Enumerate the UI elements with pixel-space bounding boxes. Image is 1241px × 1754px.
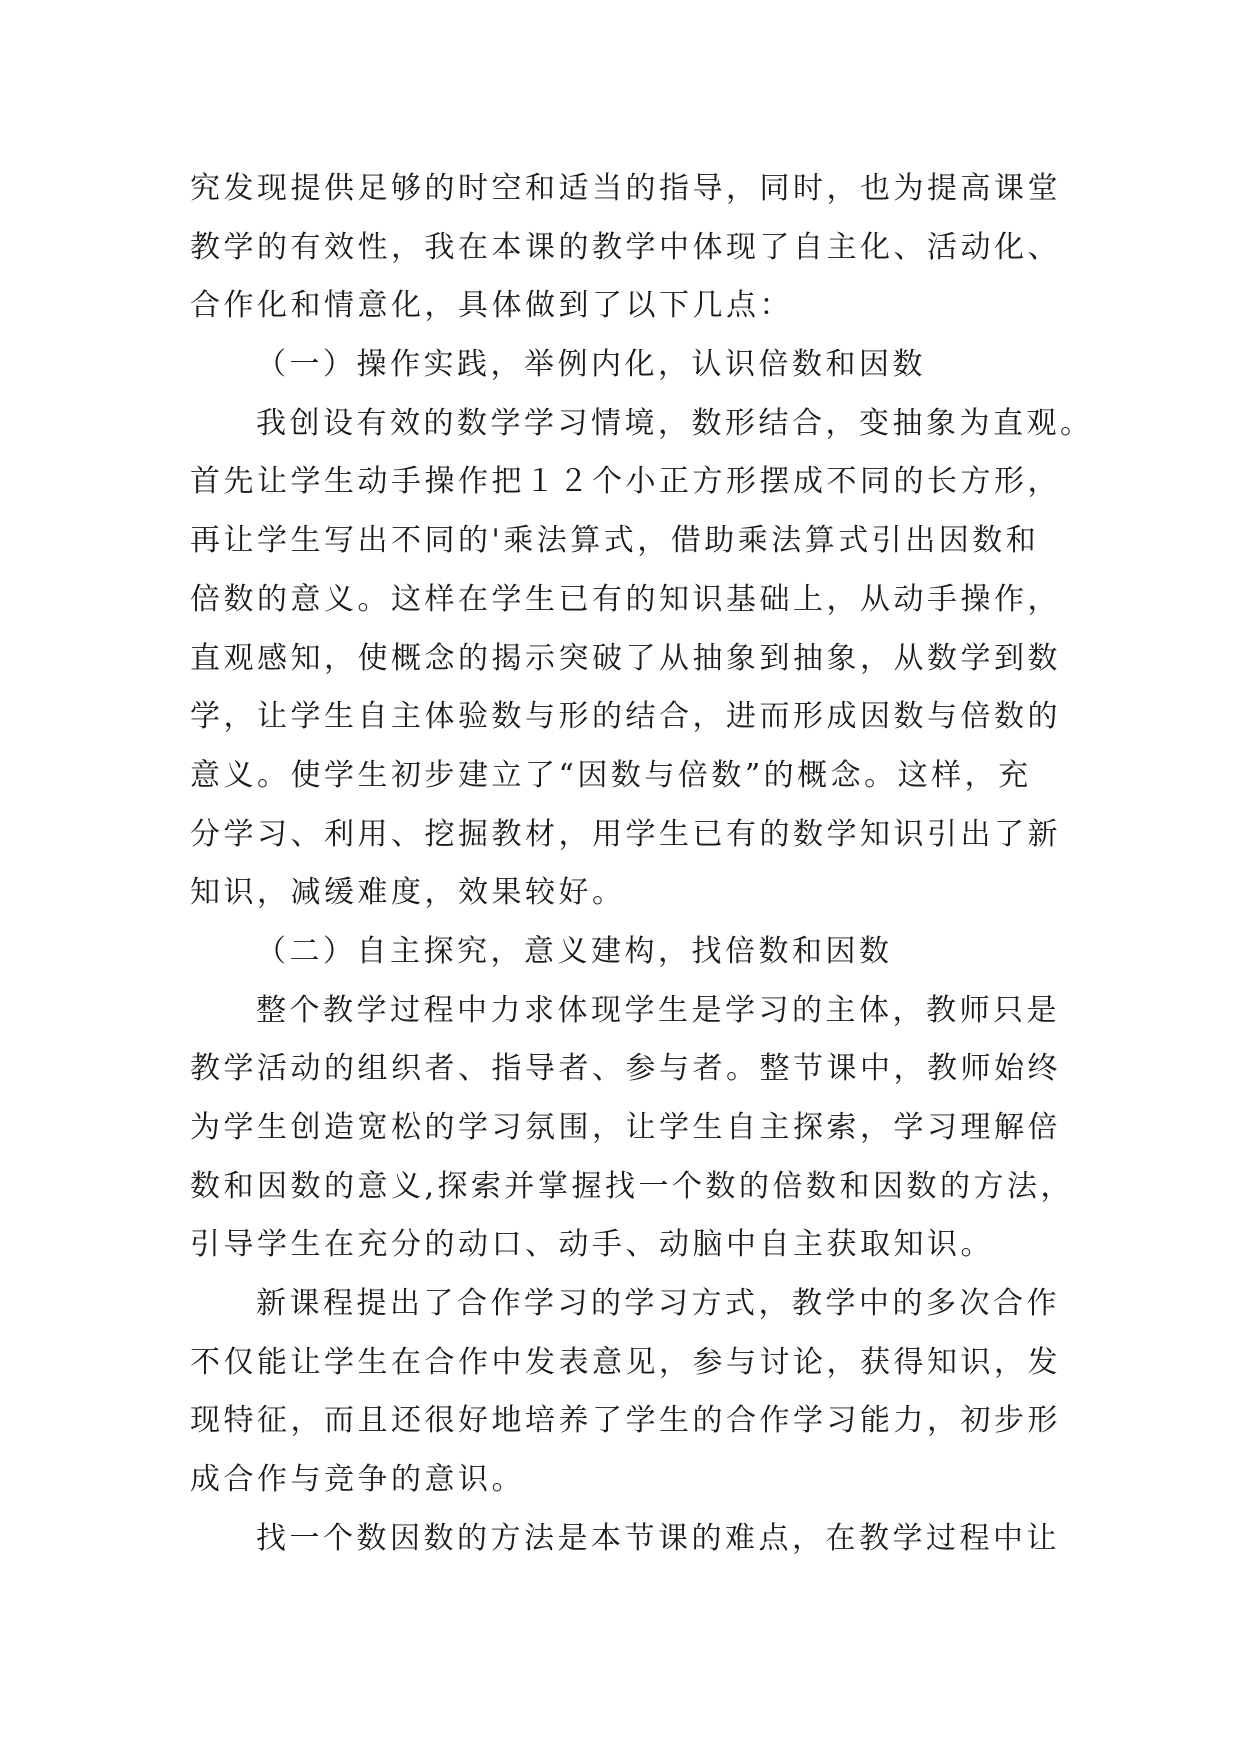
paragraph-line: 合作化和情意化，具体做到了以下几点：	[190, 288, 793, 324]
paragraph-line: 教学的有效性，我在本课的教学中体现了自主化、活动化、	[190, 229, 1061, 265]
section-heading: （一）操作实践，举例内化，认识倍数和因数	[256, 347, 926, 383]
paragraph-line: 意义。使学生初步建立了“因数与倍数”的概念。这样，充	[190, 757, 1032, 793]
paragraph-line: 引导学生在充分的动口、动手、动脑中自主获取知识。	[190, 1227, 994, 1263]
paragraph-line: 学，让学生自主体验数与形的结合，进而形成因数与倍数的	[190, 699, 1061, 735]
paragraph-line: 再让学生写出不同的'乘法算式，借助乘法算式引出因数和	[190, 523, 1040, 559]
paragraph-line: 直观感知，使概念的揭示突破了从抽象到抽象，从数学到数	[190, 640, 1061, 676]
paragraph-line: 为学生创造宽松的学习氛围，让学生自主探索，学习理解倍	[190, 1110, 1061, 1145]
paragraph-line: 现特征，而且还很好地培养了学生的合作学习能力，初步形	[190, 1403, 1061, 1439]
body-text	[190, 160, 1094, 1569]
paragraph-line: 首先让学生动手操作把１２个小正方形摆成不同的长方形，	[190, 464, 1061, 500]
paragraph-line: 究发现提供足够的时空和适当的指导，同时，也为提高课堂	[190, 171, 1061, 206]
paragraph-line: 知识，减缓难度，效果较好。	[190, 875, 626, 911]
paragraph-line: 教学活动的组织者、指导者、参与者。整节课中，教师始终	[190, 1051, 1061, 1087]
paragraph-line: 倍数的意义。这样在学生已有的知识基础上，从动手操作，	[190, 581, 1061, 617]
paragraph-line: 我创设有效的数学学习情境，数形结合，变抽象为直观。	[256, 405, 1094, 441]
paragraph-line: 新课程提出了合作学习的学习方式，教学中的多次合作	[256, 1286, 1060, 1322]
paragraph-line: 成合作与竞争的意识。	[190, 1462, 525, 1498]
paragraph-line: 找一个数因数的方法是本节课的难点，在教学过程中让	[256, 1520, 1060, 1556]
paragraph-line: 分学习、利用、挖掘教材，用学生已有的数学知识引出了新	[190, 816, 1061, 852]
section-heading: （二）自主探究，意义建构，找倍数和因数	[256, 933, 893, 969]
paragraph-line: 数和因数的意义,探索并掌握找一个数的倍数和因数的方法，	[190, 1168, 1075, 1204]
paragraph-line: 整个教学过程中力求体现学生是学习的主体，教师只是	[256, 992, 1060, 1028]
paragraph-line: 不仅能让学生在合作中发表意见，参与讨论，获得知识，发	[190, 1344, 1061, 1380]
